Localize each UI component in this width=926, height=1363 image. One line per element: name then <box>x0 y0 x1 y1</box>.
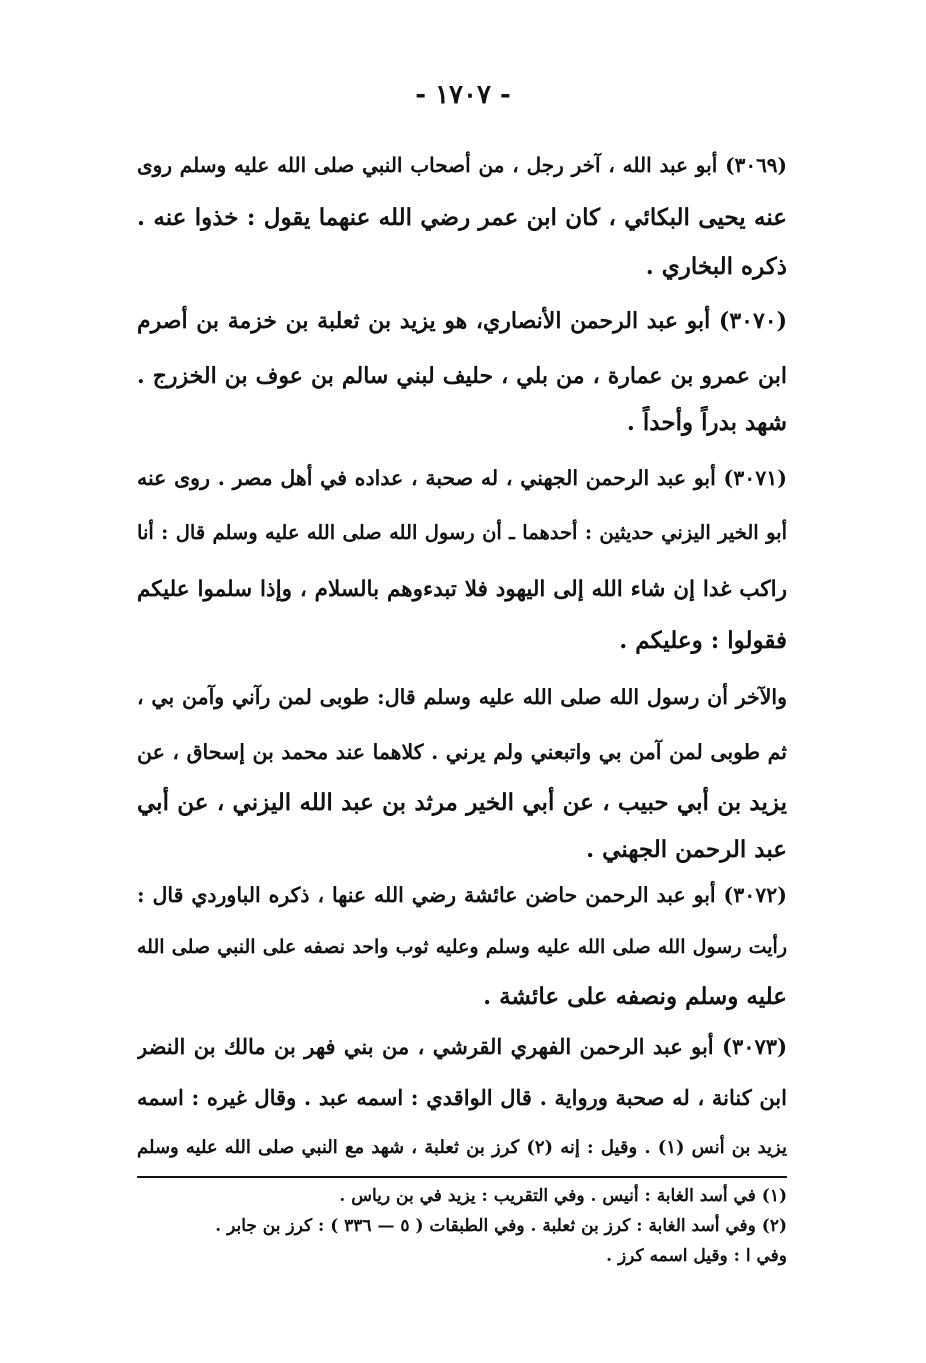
text-line: ابن عمرو بن عمارة ، من بلي ، حليف لبني سالم بن عوف بن الخزرج . <box>137 363 787 389</box>
text-line: (٣٠٧٢) أبو عبد الرحمن حاضن عائشة رضي الله عنها ، ذكره الباوردي قال : <box>137 883 787 907</box>
text-line: رأيت رسول الله صلى الله عليه وسلم وعليه ثوب واحد نصفه على النبي صلى الله <box>137 936 787 958</box>
footnote: وفي ا : وقيل اسمه كرز . <box>606 1246 787 1266</box>
text-line: ذكره البخاري . <box>645 253 787 280</box>
text-line: راكب غدا إن شاء الله إلى اليهود فلا تبدءوهم بالسلام ، وإذا سلموا عليكم <box>137 577 787 602</box>
text-line: عليه وسلم ونصفه على عائشة . <box>483 983 787 1010</box>
text-line: (٣٠٧٣) أبو عبد الرحمن الفهري القرشي ، من بني فهر بن مالك بن النضر <box>137 1034 787 1059</box>
text-line: عنه يحيى البكائي ، كان ابن عمر رضي الله عنهما يقول : خذوا عنه . <box>137 204 787 231</box>
text-line: شهد بدراً وأحداً . <box>626 409 787 436</box>
footnote: (١) في أسد الغابة : أنيس . وفي التقريب : يزيد في بن رياس . <box>339 1186 787 1206</box>
text-line: أبو الخير اليزني حديثين : أحدهما ـ أن رسول الله صلى الله عليه وسلم قال : أنا <box>137 521 787 544</box>
footnote: (٢) وفي أسد الغابة : كرز بن ثعلبة . وفي الطبقات ( ٥ — ٣٣٦ ) : كرز بن جابر . <box>215 1216 787 1236</box>
text-line: والآخر أن رسول الله صلى الله عليه وسلم قال: طوبى لمن رآني وآمن بي ، <box>137 685 787 709</box>
text-line: (٣٠٧١) أبو عبد الرحمن الجهني ، له صحبة ، عداده في أهل مصر . روى عنه <box>137 466 787 490</box>
page-number: - ١٧٠٧ - <box>415 80 511 110</box>
text-line: ابن كنانة ، له صحبة ورواية . قال الواقدي : اسمه عبد . وقال غيره : اسمه <box>137 1085 787 1110</box>
text-line: ثم طوبى لمن آمن بي واتبعني ولم يرني . كلاهما عند محمد بن إسحاق ، عن <box>137 740 787 764</box>
text-line: يزيد بن أنس (١) . وقيل : إنه (٢) كرز بن ثعلبة ، شهد مع النبي صلى الله عليه وسلم <box>137 1137 787 1158</box>
text-line: يزيد بن أبي حبيب ، عن أبي الخير مرثد بن عبد الله اليزني ، عن أبي <box>137 789 787 816</box>
text-line: (٣٠٦٩) أبو عبد الله ، آخر رجل ، من أصحاب النبي صلى الله عليه وسلم روى <box>137 153 787 177</box>
text-line: (٣٠٧٠) أبو عبد الرحمن الأنصاري، هو يزيد بن ثعلبة بن خزمة بن أصرم <box>137 308 787 334</box>
text-line: عبد الرحمن الجهني . <box>586 836 787 863</box>
footnote-divider <box>137 1176 787 1178</box>
text-line: فقولوا : وعليكم . <box>619 627 787 654</box>
